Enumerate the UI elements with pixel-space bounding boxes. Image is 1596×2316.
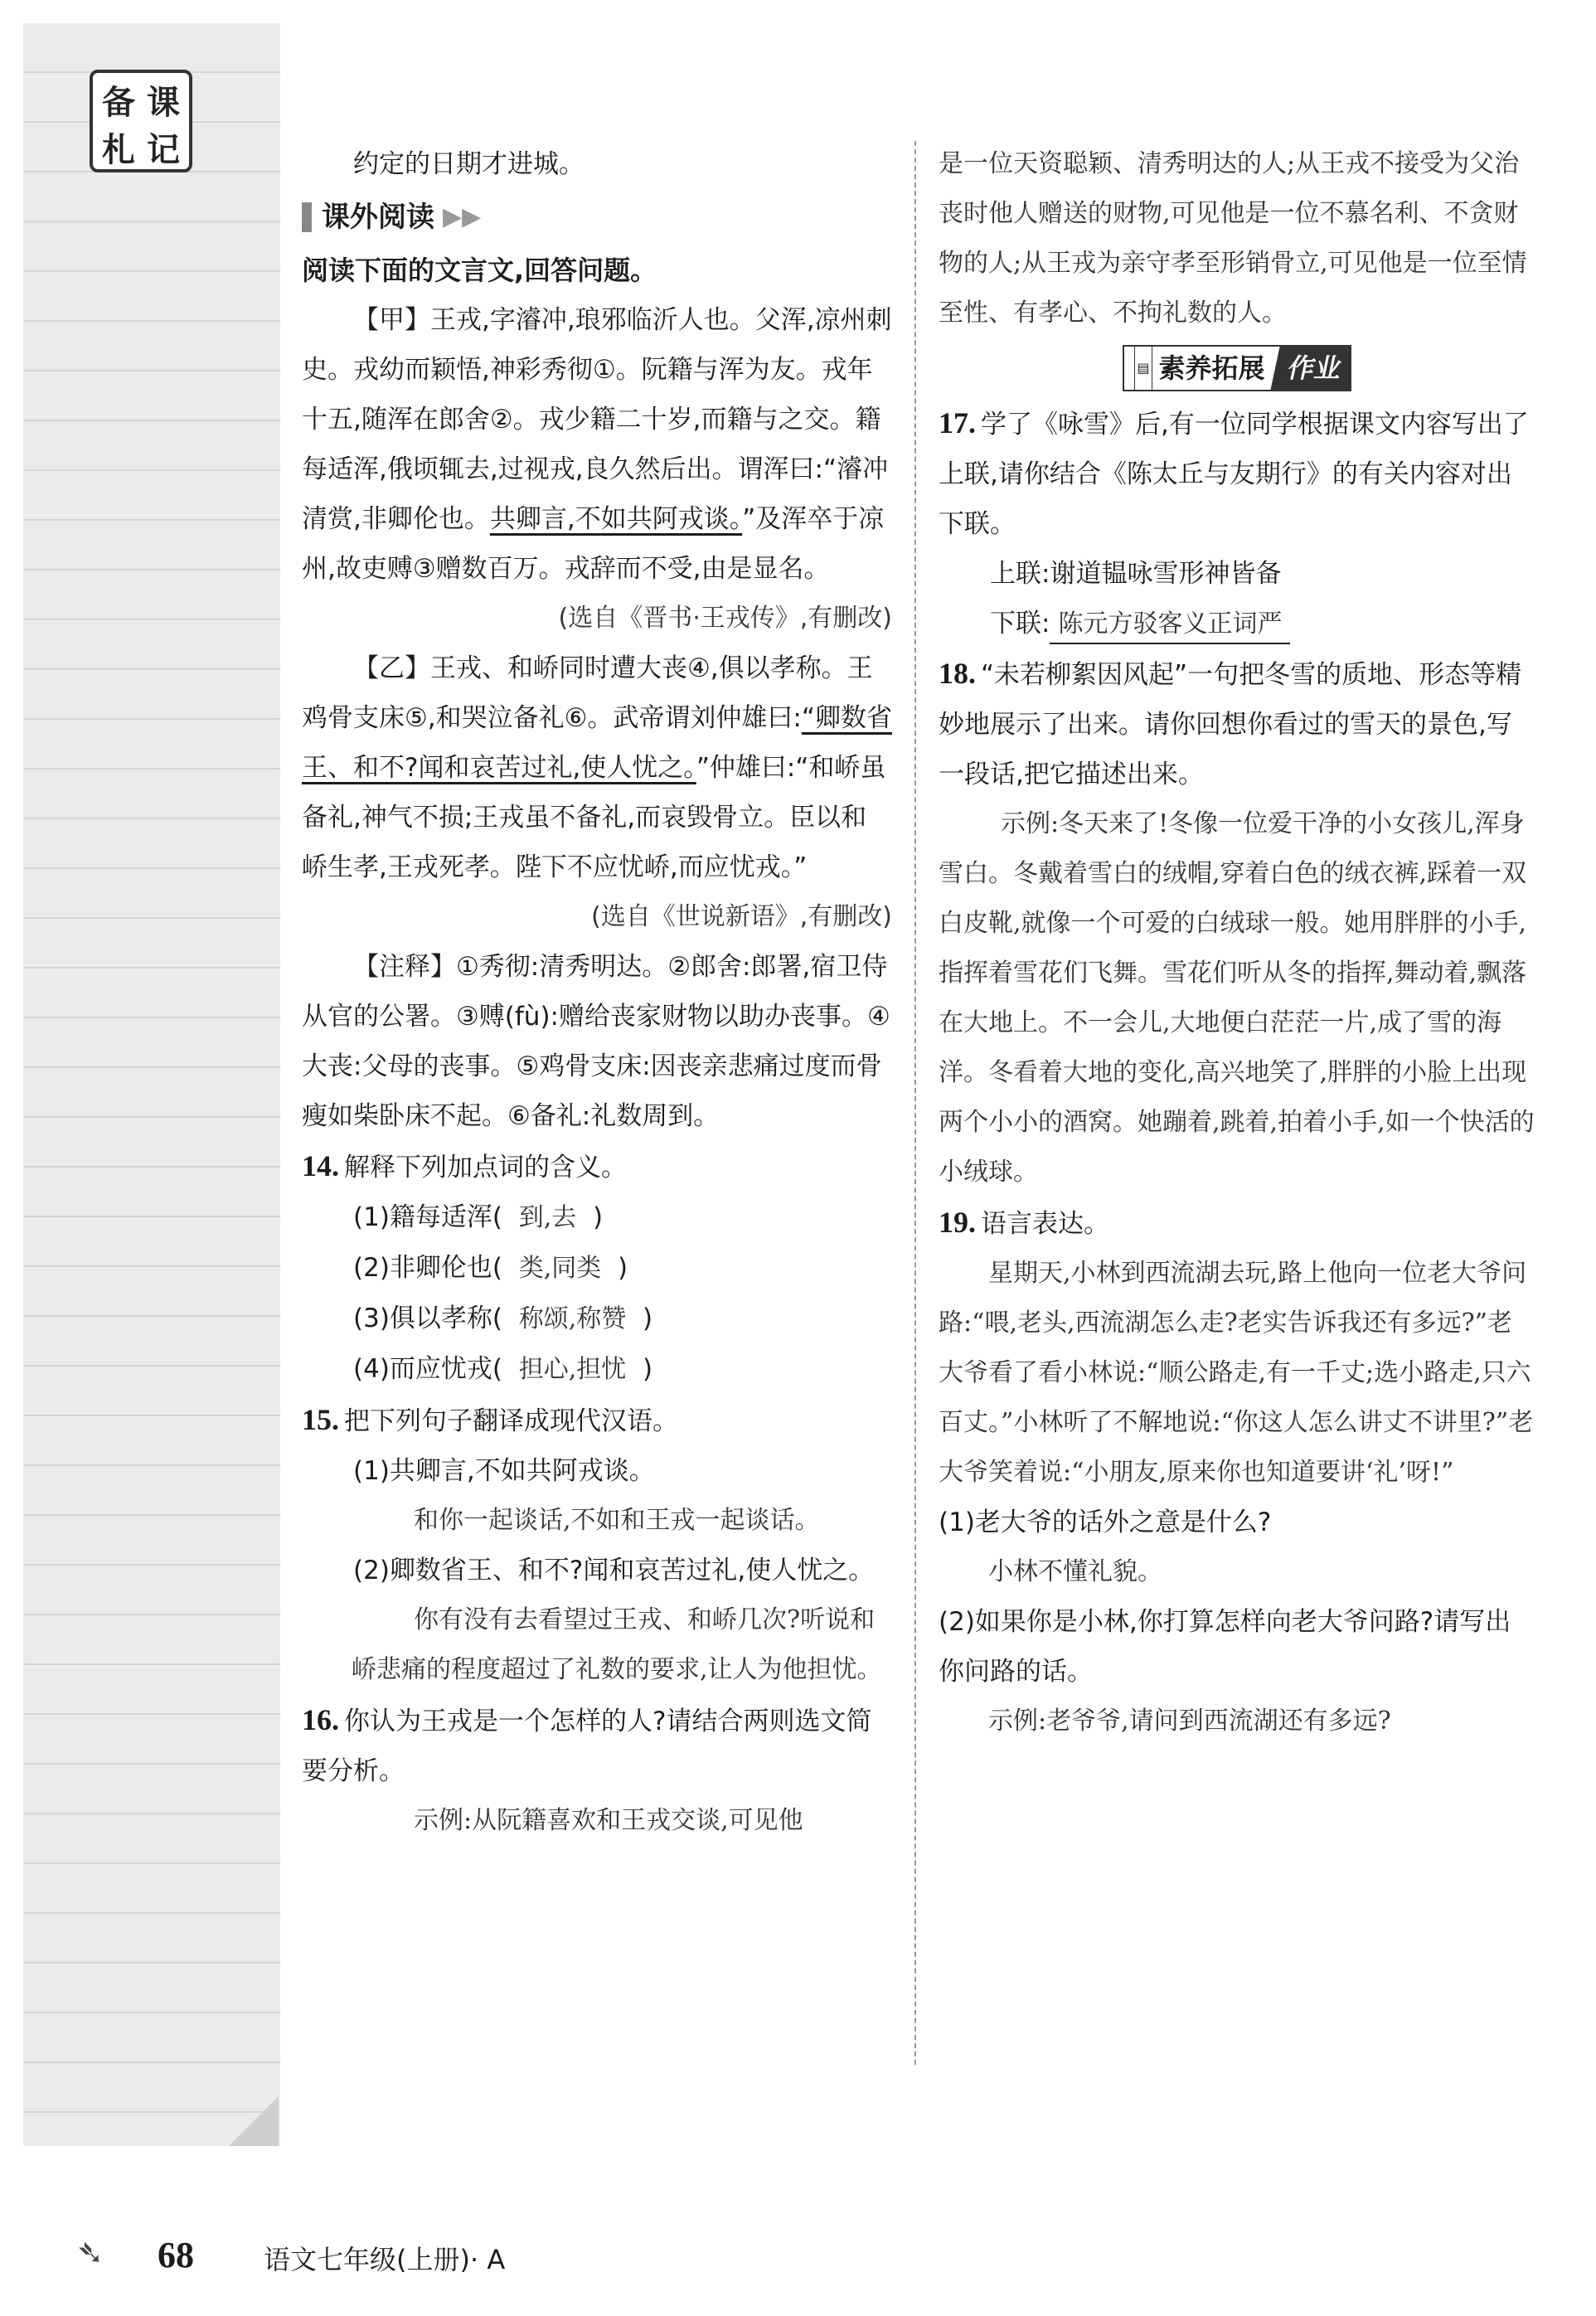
passage-jia <box>302 295 892 594</box>
lower-couplet <box>939 599 1535 648</box>
item-prompt: (3)俱以孝称( <box>353 1304 503 1333</box>
answer: 示例:从阮籍喜欢和王戎交谈,可见他 <box>414 1806 803 1835</box>
item-prompt: (1)籍每适浑( <box>353 1202 503 1232</box>
lower-label: 下联: <box>990 609 1050 638</box>
q14-item <box>302 1344 892 1395</box>
section-banner <box>1123 345 1351 391</box>
question-16 <box>302 1695 892 1796</box>
q19-sub: (2)如果你是小林,你打算怎样向老大爷问路?请写出你问路的话。 <box>939 1607 1511 1687</box>
question-14 <box>302 1141 892 1192</box>
notes-sidebar <box>23 23 280 2146</box>
q19-sub: (1)老大爷的话外之意是什么? <box>939 1508 1272 1537</box>
banner-label: 素养拓展 <box>1158 352 1265 384</box>
q15-sentence: (1)共卿言,不如共阿戎谈。 <box>353 1456 655 1486</box>
answer: 陈元方驳客义正词严 <box>1050 606 1290 644</box>
underlined-sentence: 共卿言,不如共阿戎谈。 <box>489 504 743 534</box>
question-number: 15. <box>302 1403 339 1436</box>
answer: 到,去 <box>518 1203 577 1232</box>
passage-yi-text: 【乙】王戎、和峤同时遭大丧④,俱以孝称。王鸡骨支床⑤,和哭泣备礼⑥。武帝谓刘仲雄曰: <box>302 653 873 733</box>
banner-tag <box>1124 345 1274 391</box>
section-title: 课外阅读 <box>322 201 434 234</box>
answer: 和你一起谈话,不如和王戎一起谈话。 <box>414 1506 820 1535</box>
chevron-right-icon: ▶▶ <box>443 202 482 231</box>
answer: 小林不懂礼貌。 <box>988 1557 1162 1586</box>
banner-row <box>939 345 1535 391</box>
answer: 示例:老爷爷,请问到西流湖还有多远? <box>988 1707 1391 1736</box>
item-prompt: (4)而应忧戎( <box>353 1354 503 1384</box>
item-prompt: (2)非卿伦也( <box>353 1253 503 1283</box>
passage-jia-text: 【甲】王戎,字濬冲,琅邪临沂人也。父浑,凉州刺史。戎幼而颖悟,神彩秀彻①。阮籍与浑为友。戎年十五,随浑在郎舍②。戎少籍二十岁,而籍与之交。籍每适浑,俄顷辄去,过视戎,良久然后出。谓浑曰:“濬冲清赏,非卿伦也。 <box>302 305 892 534</box>
q14-item <box>302 1192 892 1243</box>
question-number: 17. <box>939 406 976 439</box>
q14-item <box>302 1243 892 1294</box>
right-column <box>939 139 1535 1746</box>
answer: 示例:冬天来了!冬像一位爱干净的小女孩儿,浑身雪白。冬戴着雪白的绒帽,穿着白色的绒衣裤,踩着一双白皮靴,就像一个可爱的白绒球一般。她用胖胖的小手,指挥着雪花们飞舞。雪花们听从冬的指挥,舞动着,飘落在大地上。不一会儿,大地便白茫茫一片,成了雪的海洋。冬看着大地的变化,高兴地笑了,胖胖的小脸上出现两个小小的酒窝。她蹦着,跳着,拍着小手,如一个快活的小绒球。 <box>939 809 1535 1187</box>
sidebar-page-fold <box>229 2096 279 2146</box>
question-text: 解释下列加点词的含义。 <box>344 1153 627 1182</box>
stamp-char: 札 <box>102 130 135 169</box>
source-citation: (选自《世说新语》,有删改) <box>591 902 892 931</box>
stamp-char: 记 <box>147 130 180 169</box>
answer: 你有没有去看望过王戎、和峤几次?听说和峤悲痛的程度超过了礼数的要求,让人为他担忧。 <box>352 1605 882 1684</box>
answer: 称颂,称赞 <box>518 1304 627 1333</box>
answer: 类,同类 <box>518 1254 602 1283</box>
question-19 <box>939 1197 1535 1249</box>
question-text: 把下列句子翻译成现代汉语。 <box>344 1406 678 1436</box>
continued-text: 约定的日期才进城。 <box>353 149 585 179</box>
question-number: 14. <box>302 1149 339 1182</box>
question-text: 语言表达。 <box>981 1209 1109 1239</box>
paren: ) <box>643 1354 653 1384</box>
passage-yi-rest: ”仲雄曰:“和峤虽备礼,神气不损;王戎虽不备礼,而哀毁骨立。臣以和峤生孝,王戎死孝。陛下不应忧峤,而应忧戎。” <box>302 753 886 882</box>
annotations: 【注释】①秀彻:清秀明达。②郎舍:郎署,宿卫侍从官的公署。③赙(fù):赠给丧家财物以助办丧事。④大丧:父母的丧事。⑤鸡骨支床:因丧亲悲痛过度而骨瘦如柴卧床不起。⑥备礼:礼数周到。 <box>302 952 890 1131</box>
q14-item <box>302 1294 892 1344</box>
stamp-char: 备 <box>102 83 135 122</box>
question-text: 学了《咏雪》后,有一位同学根据课文内容写出了上联,请你结合《陈太丘与友期行》的有关内容对出下联。 <box>939 410 1529 539</box>
question-number: 16. <box>302 1703 339 1736</box>
underlined-sentence: “卿数省王、和不?闻和哀苦过礼,使人忧之。 <box>302 703 892 783</box>
question-text: “未若柳絮因风起”一句把冬雪的质地、形态等精妙地展示了出来。请你回想你看过的雪天的景色,写一段话,把它描述出来。 <box>939 660 1522 789</box>
answer-continued: 是一位天资聪颖、清秀明达的人;从王戎不接受为父治丧时他人赠送的财物,可见他是一位不慕名利、不贪财物的人;从王戎为亲守孝至形销骨立,可见他是一位至情至性、有孝心、不拘礼数的人。 <box>939 149 1527 328</box>
page-number: 68 <box>158 2235 194 2275</box>
paren: ) <box>593 1202 604 1232</box>
passage-jia-rest: ”及浑卒于凉州,故吏赙③赠数百万。戎辞而不受,由是显名。 <box>302 504 885 584</box>
paren: ) <box>643 1304 653 1333</box>
section-bar-icon <box>302 202 312 232</box>
question-text: 你认为王戎是一个怎样的人?请结合两则选文简要分析。 <box>302 1707 872 1786</box>
question-17 <box>939 398 1535 549</box>
question-number: 18. <box>939 657 976 690</box>
paren: ) <box>618 1253 628 1283</box>
section-header <box>302 192 892 242</box>
question-number: 19. <box>939 1206 976 1239</box>
banner-icon: ▤ <box>1134 345 1152 391</box>
book-title: 语文七年级(上册)· A <box>264 2244 506 2275</box>
banner-homework: 作业 <box>1270 347 1351 390</box>
source-citation: (选自《晋书·王戎传》,有删改) <box>558 604 892 633</box>
reading-instruction: 阅读下面的文言文,回答问题。 <box>302 255 657 286</box>
question-15 <box>302 1395 892 1446</box>
story-text: 星期天,小林到西流湖去玩,路上他向一位老大爷问路:“喂,老头,西流湖怎么走?老实告诉我还有多远?”老大爷看了看小林说:“顺公路走,有一千丈;选小路走,只六百丈。”小林听了不解地说:“你这人怎么讲丈不讲里?”老大爷笑着说:“小朋友,原来你也知道要讲‘礼’呀!” <box>939 1259 1534 1487</box>
answer: 担心,担忧 <box>518 1355 627 1384</box>
column-divider <box>914 141 916 2065</box>
question-18 <box>939 648 1535 799</box>
q15-sentence: (2)卿数省王、和不?闻和哀苦过礼,使人忧之。 <box>353 1556 875 1585</box>
bird-icon: ➴ <box>76 2234 104 2272</box>
lesson-notes-stamp <box>90 70 192 172</box>
passage-yi <box>302 643 892 892</box>
stamp-char: 课 <box>147 83 180 122</box>
left-column <box>302 139 892 1846</box>
upper-couplet: 上联:谢道韫咏雪形神皆备 <box>990 559 1282 589</box>
